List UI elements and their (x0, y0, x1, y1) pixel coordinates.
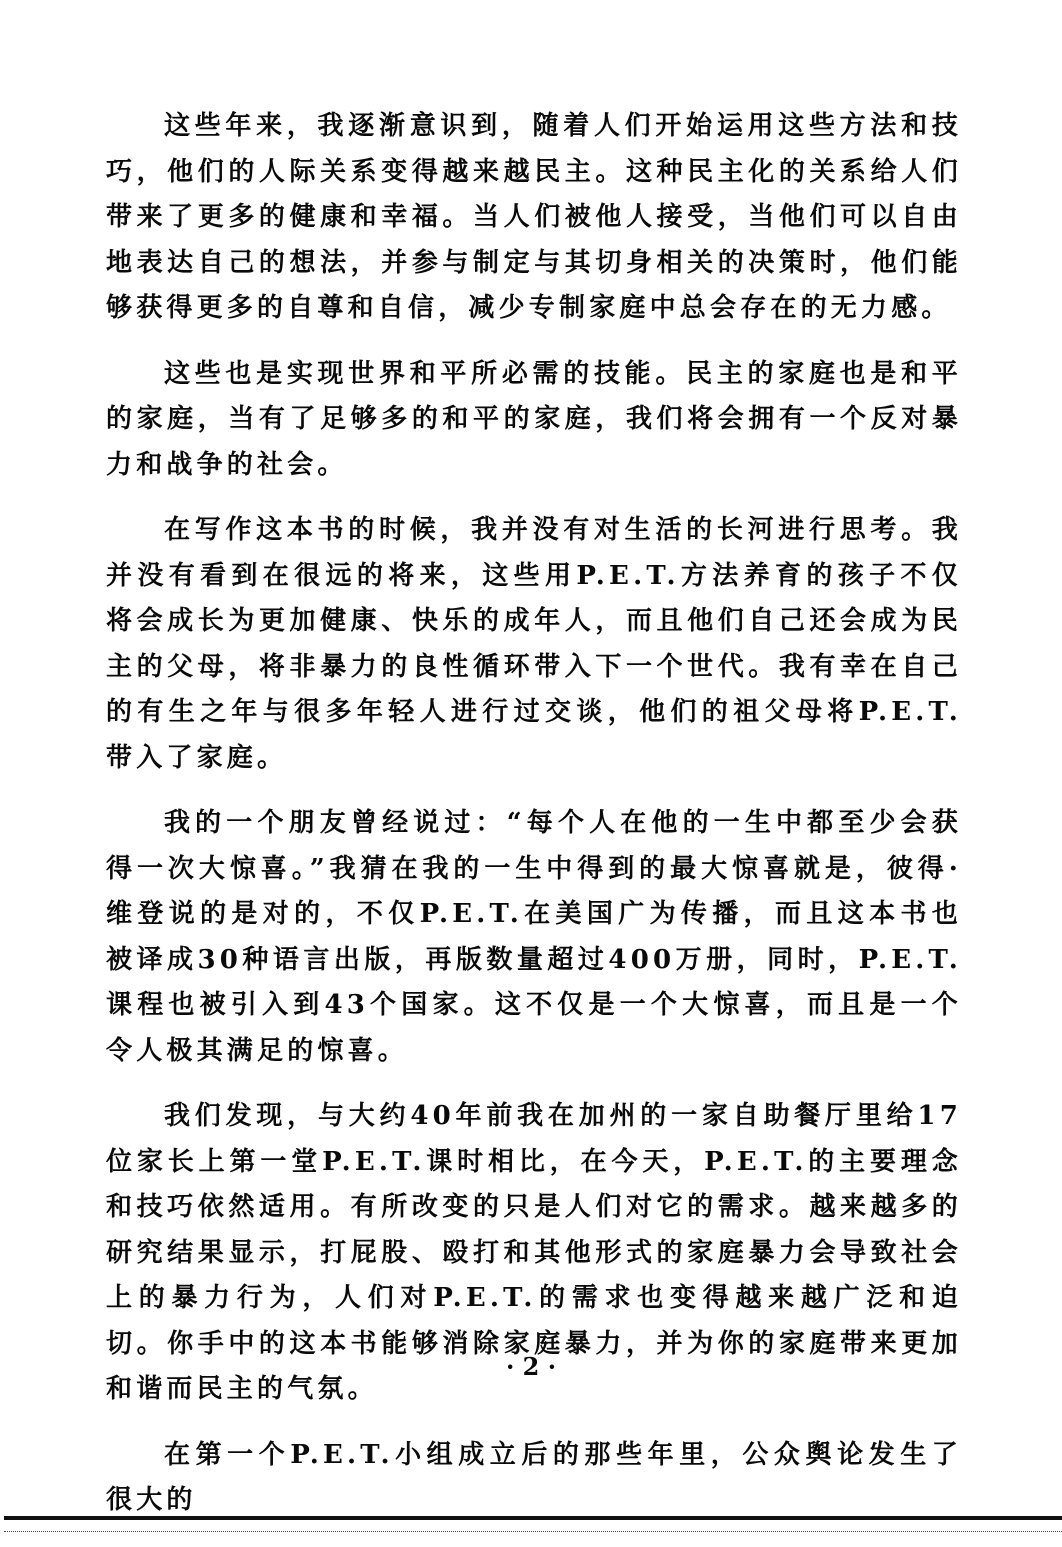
scan-noise-header (110, 10, 500, 24)
paragraph-4: 我的一个朋友曾经说过：“每个人在他的一生中都至少会获得一次大惊喜。”我猜在我的一生中得到的最大惊喜就是，彼得·维登说的是对的，不仅P.E.T.在美国广为传播，而且这本书也被译成30种语言出版，再版数量超过400万册，同时，P.E.T.课程也被引入到43个国家。这不仅是一个大惊喜，而且是一个令人极其满足的惊喜。 (106, 808, 962, 1066)
footer-rule-thick (4, 1516, 1062, 1520)
paragraph-3: 在写作这本书的时候，我并没有对生活的长河进行思考。我并没有看到在很远的将来，这些用P.E.T.方法养育的孩子不仅将会成长为更加健康、快乐的成年人，而且他们自己还会成为民主的父母，将非暴力的良性循环带入下一个世代。我有幸在自己的有生之年与很多年轻人进行过交谈，他们的祖父母将P.E.T.带入了家庭。 (106, 515, 962, 773)
page-number: · 2 · (505, 1352, 557, 1381)
document-body (106, 104, 962, 1544)
paragraph-2: 这些也是实现世界和平所必需的技能。民主的家庭也是和平的家庭，当有了足够多的和平的家庭，我们将会拥有一个反对暴力和战争的社会。 (106, 358, 962, 480)
paragraph-6: 在第一个P.E.T.小组成立后的那些年里，公众舆论发生了很大的 (106, 1439, 962, 1515)
paragraph-5: 我们发现，与大约40年前我在加州的一家自助餐厅里给17位家长上第一堂P.E.T.课时相比，在今天，P.E.T.的主要理念和技巧依然适用。有所改变的只是人们对它的需求。越来越多的研究结果显示，打屁股、殴打和其他形式的家庭暴力会导致社会上的暴力行为，人们对P.E.T.的需求也变得越来越广泛和迫切。你手中的这本书能够消除家庭暴力，并为你的家庭带来更加和谐而民主的气氛。 (106, 1101, 962, 1404)
paragraph-1: 这些年来，我逐渐意识到，随着人们开始运用这些方法和技巧，他们的人际关系变得越来越民主。这种民主化的关系给人们带来了更多的健康和幸福。当人们被他人接受，当他们可以自由地表达自己的想法，并参与制定与其切身相关的决策时，他们能够获得更多的自尊和自信，减少专制家庭中总会存在的无力感。 (106, 111, 962, 323)
footer-rule-dotted (4, 1531, 1062, 1532)
